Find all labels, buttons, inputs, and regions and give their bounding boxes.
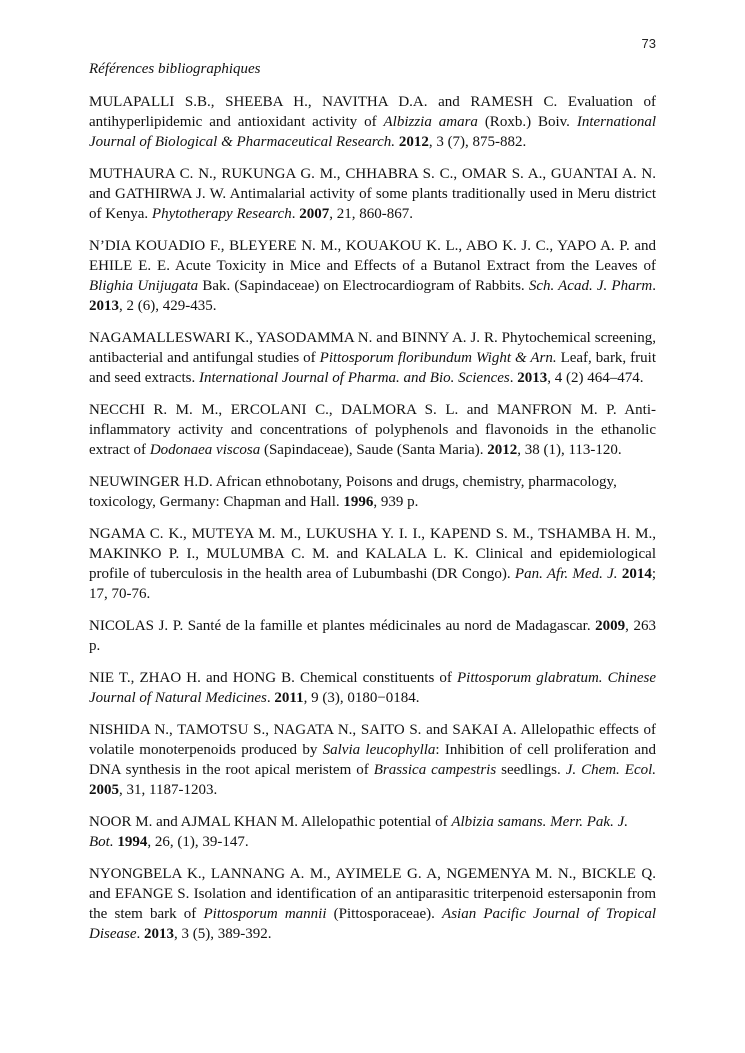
reference-text-segment: 2012 — [487, 442, 518, 458]
reference-text-segment: 2013 — [89, 298, 119, 314]
reference-text-segment: NEUWINGER H.D. African ethnobotany, Poisons and drugs, chemistry, pharmacology, — [89, 474, 617, 490]
reference-text-segment: Bot. — [89, 834, 114, 850]
reference-text-segment: International Journal of Biological & Pharmaceutical Research. — [89, 114, 657, 150]
reference-text-segment: , 38 (1), 113-120. — [517, 442, 622, 458]
reference-text-segment: , 2 (6), 429-435. — [119, 298, 217, 314]
reference-text-segment: NYONGBELA K., LANNANG A. M., AYIMELE G. A, NGEMENYA M. N., BICKLE Q. and EFANGE S. Isolation and identification of an antiparasitic triterpenoid estersaponin from the stem bark of — [89, 866, 656, 922]
reference-text-segment: NOOR M. and AJMAL KHAN M. Allelopathic potential of — [89, 814, 452, 830]
reference-text-segment: 1996 — [343, 494, 374, 510]
reference-text-segment: . — [136, 926, 144, 942]
reference-text-segment: (Roxb.) Boiv. — [477, 114, 577, 130]
reference-text-segment: (Sapindaceae), Saude (Santa Maria). — [260, 442, 488, 458]
reference-text-segment: . — [509, 370, 518, 386]
reference-text-segment: International Journal of Pharma. and Bio. Sciences — [198, 370, 510, 386]
reference-text-segment: Dodonaea viscosa — [149, 442, 261, 458]
reference-text-segment: , 21, 860-867. — [329, 206, 413, 222]
references-list — [89, 92, 656, 944]
reference-text-segment: Pittosporum floribundum Wight & Arn. — [319, 350, 557, 366]
reference-text-segment: Blighia Unijugata — [89, 278, 199, 294]
reference-text-segment: 1994 — [117, 834, 148, 850]
reference-entry — [89, 864, 656, 944]
reference-text-segment: Pittosporum mannii — [203, 906, 327, 922]
reference-text-segment: . — [652, 278, 657, 294]
reference-entry — [89, 400, 656, 460]
reference-text-segment: , 4 (2) 464–474. — [547, 370, 644, 386]
reference-entry — [89, 524, 656, 604]
reference-text-segment: NAGAMALLESWARI K., YASODAMMA N. and BINNY A. J. R. Phytochemical screening, antibacterial and antifungal studies of — [89, 330, 656, 366]
reference-text-segment: NICOLAS J. P. Santé de la famille et plantes médicinales au nord de Madagascar. — [89, 618, 596, 634]
reference-text-segment: . — [266, 690, 275, 706]
reference-text-segment: NGAMA C. K., MUTEYA M. M., LUKUSHA Y. I. I., KAPEND S. M., TSHAMBA H. M., MAKINKO P. I., MULUMBA C. M. and KALALA L. K. Clinical and epidemiological profile of tuberculosis in the health area of Lubumbashi (DR Congo). — [89, 526, 656, 582]
reference-entry — [89, 720, 656, 800]
reference-entry — [89, 472, 656, 512]
reference-text-segment: 2013 — [144, 926, 174, 942]
reference-text-segment: 2005 — [89, 782, 119, 798]
reference-text-segment: . — [291, 206, 300, 222]
reference-text-segment: Salvia leucophylla — [322, 742, 436, 758]
reference-text-segment: : Inhibition of cell proliferation and DNA synthesis in the root apical meristem of — [89, 742, 656, 778]
reference-text-segment: Pan. Afr. Med. J. — [514, 566, 618, 582]
reference-text-segment: 2013 — [517, 370, 548, 386]
reference-text-segment: , 31, 1187-1203. — [119, 782, 218, 798]
reference-text-segment: , 26, (1), 39-147. — [147, 834, 249, 850]
reference-text-segment: toxicology, Germany: Chapman and Hall. — [89, 494, 344, 510]
reference-text-segment: 2009 — [595, 618, 626, 634]
section-title: Références bibliographiques — [89, 61, 261, 77]
reference-text-segment: seedlings. — [496, 762, 566, 778]
reference-text-segment: , 263 p. — [89, 618, 657, 654]
reference-text-segment: Asian Pacific Journal of Tropical Disease — [89, 906, 656, 942]
reference-text-segment: , 9 (3), 0180−0184. — [303, 690, 420, 706]
reference-text-segment: Pittosporum glabratum. Chinese Journal of Natural Medicines — [89, 670, 656, 706]
reference-text-segment: 2011 — [274, 690, 304, 706]
reference-text-segment: , 3 (7), 875-882. — [428, 134, 527, 150]
reference-text-segment: N’DIA KOUADIO F., BLEYERE N. M., KOUAKOU K. L., ABO K. J. C., YAPO A. P. and EHILE E. E. Acute Toxicity in Mice and Effects of a Butanol Extract from the Leaves of — [89, 238, 656, 274]
reference-text-segment: , 3 (5), 389-392. — [174, 926, 272, 942]
reference-entry — [89, 812, 656, 852]
reference-entry — [89, 668, 656, 708]
reference-entry — [89, 616, 656, 656]
reference-text-segment: J. Chem. Ecol. — [565, 762, 657, 778]
reference-text-segment: NECCHI R. M. M., ERCOLANI C., DALMORA S. L. and MANFRON M. P. Anti-inflammatory activity and concentrations of polyphenols and flavonoids in the ethanolic extract of — [89, 402, 656, 458]
reference-text-segment: 2014 — [621, 566, 652, 582]
reference-text-segment: 2012 — [398, 134, 429, 150]
reference-text-segment: ; 17, 70-76. — [89, 566, 656, 602]
reference-text-segment: (Pittosporaceae). — [326, 906, 443, 922]
reference-text-segment: Sch. Acad. J. Pharm — [528, 278, 653, 294]
page-number: 73 — [641, 36, 656, 51]
reference-text-segment: NIE T., ZHAO H. and HONG B. Chemical constituents of — [89, 670, 458, 686]
reference-text-segment: Albizia samans. Merr. Pak. J. — [451, 814, 628, 830]
reference-entry — [89, 164, 656, 224]
reference-text-segment: Brassica campestris — [373, 762, 497, 778]
reference-entry — [89, 236, 656, 316]
reference-text-segment: Phytotherapy Research — [151, 206, 292, 222]
reference-text-segment: Bak. (Sapindaceae) on Electrocardiogram of Rabbits. — [198, 278, 529, 294]
reference-text-segment: MULAPALLI S.B., SHEEBA H., NAVITHA D.A. and RAMESH C. Evaluation of antihyperlipidemic and antioxidant activity of — [89, 94, 656, 130]
reference-text-segment: 2007 — [299, 206, 330, 222]
reference-text-segment: Albizzia amara — [383, 114, 478, 130]
reference-text-segment: MUTHAURA C. N., RUKUNGA G. M., CHHABRA S. C., OMAR S. A., GUANTAI A. N. and GATHIRWA J. W. Antimalarial activity of some plants traditionally used in Meru district of Kenya. — [89, 166, 656, 222]
reference-text-segment: NISHIDA N., TAMOTSU S., NAGATA N., SAITO S. and SAKAI A. Allelopathic effects of volatile monoterpenoids produced by — [89, 722, 656, 758]
reference-text-segment: Leaf, bark, fruit and seed extracts. — [89, 350, 656, 386]
reference-entry — [89, 328, 656, 388]
reference-entry — [89, 92, 656, 152]
reference-text-segment: , 939 p. — [373, 494, 419, 510]
